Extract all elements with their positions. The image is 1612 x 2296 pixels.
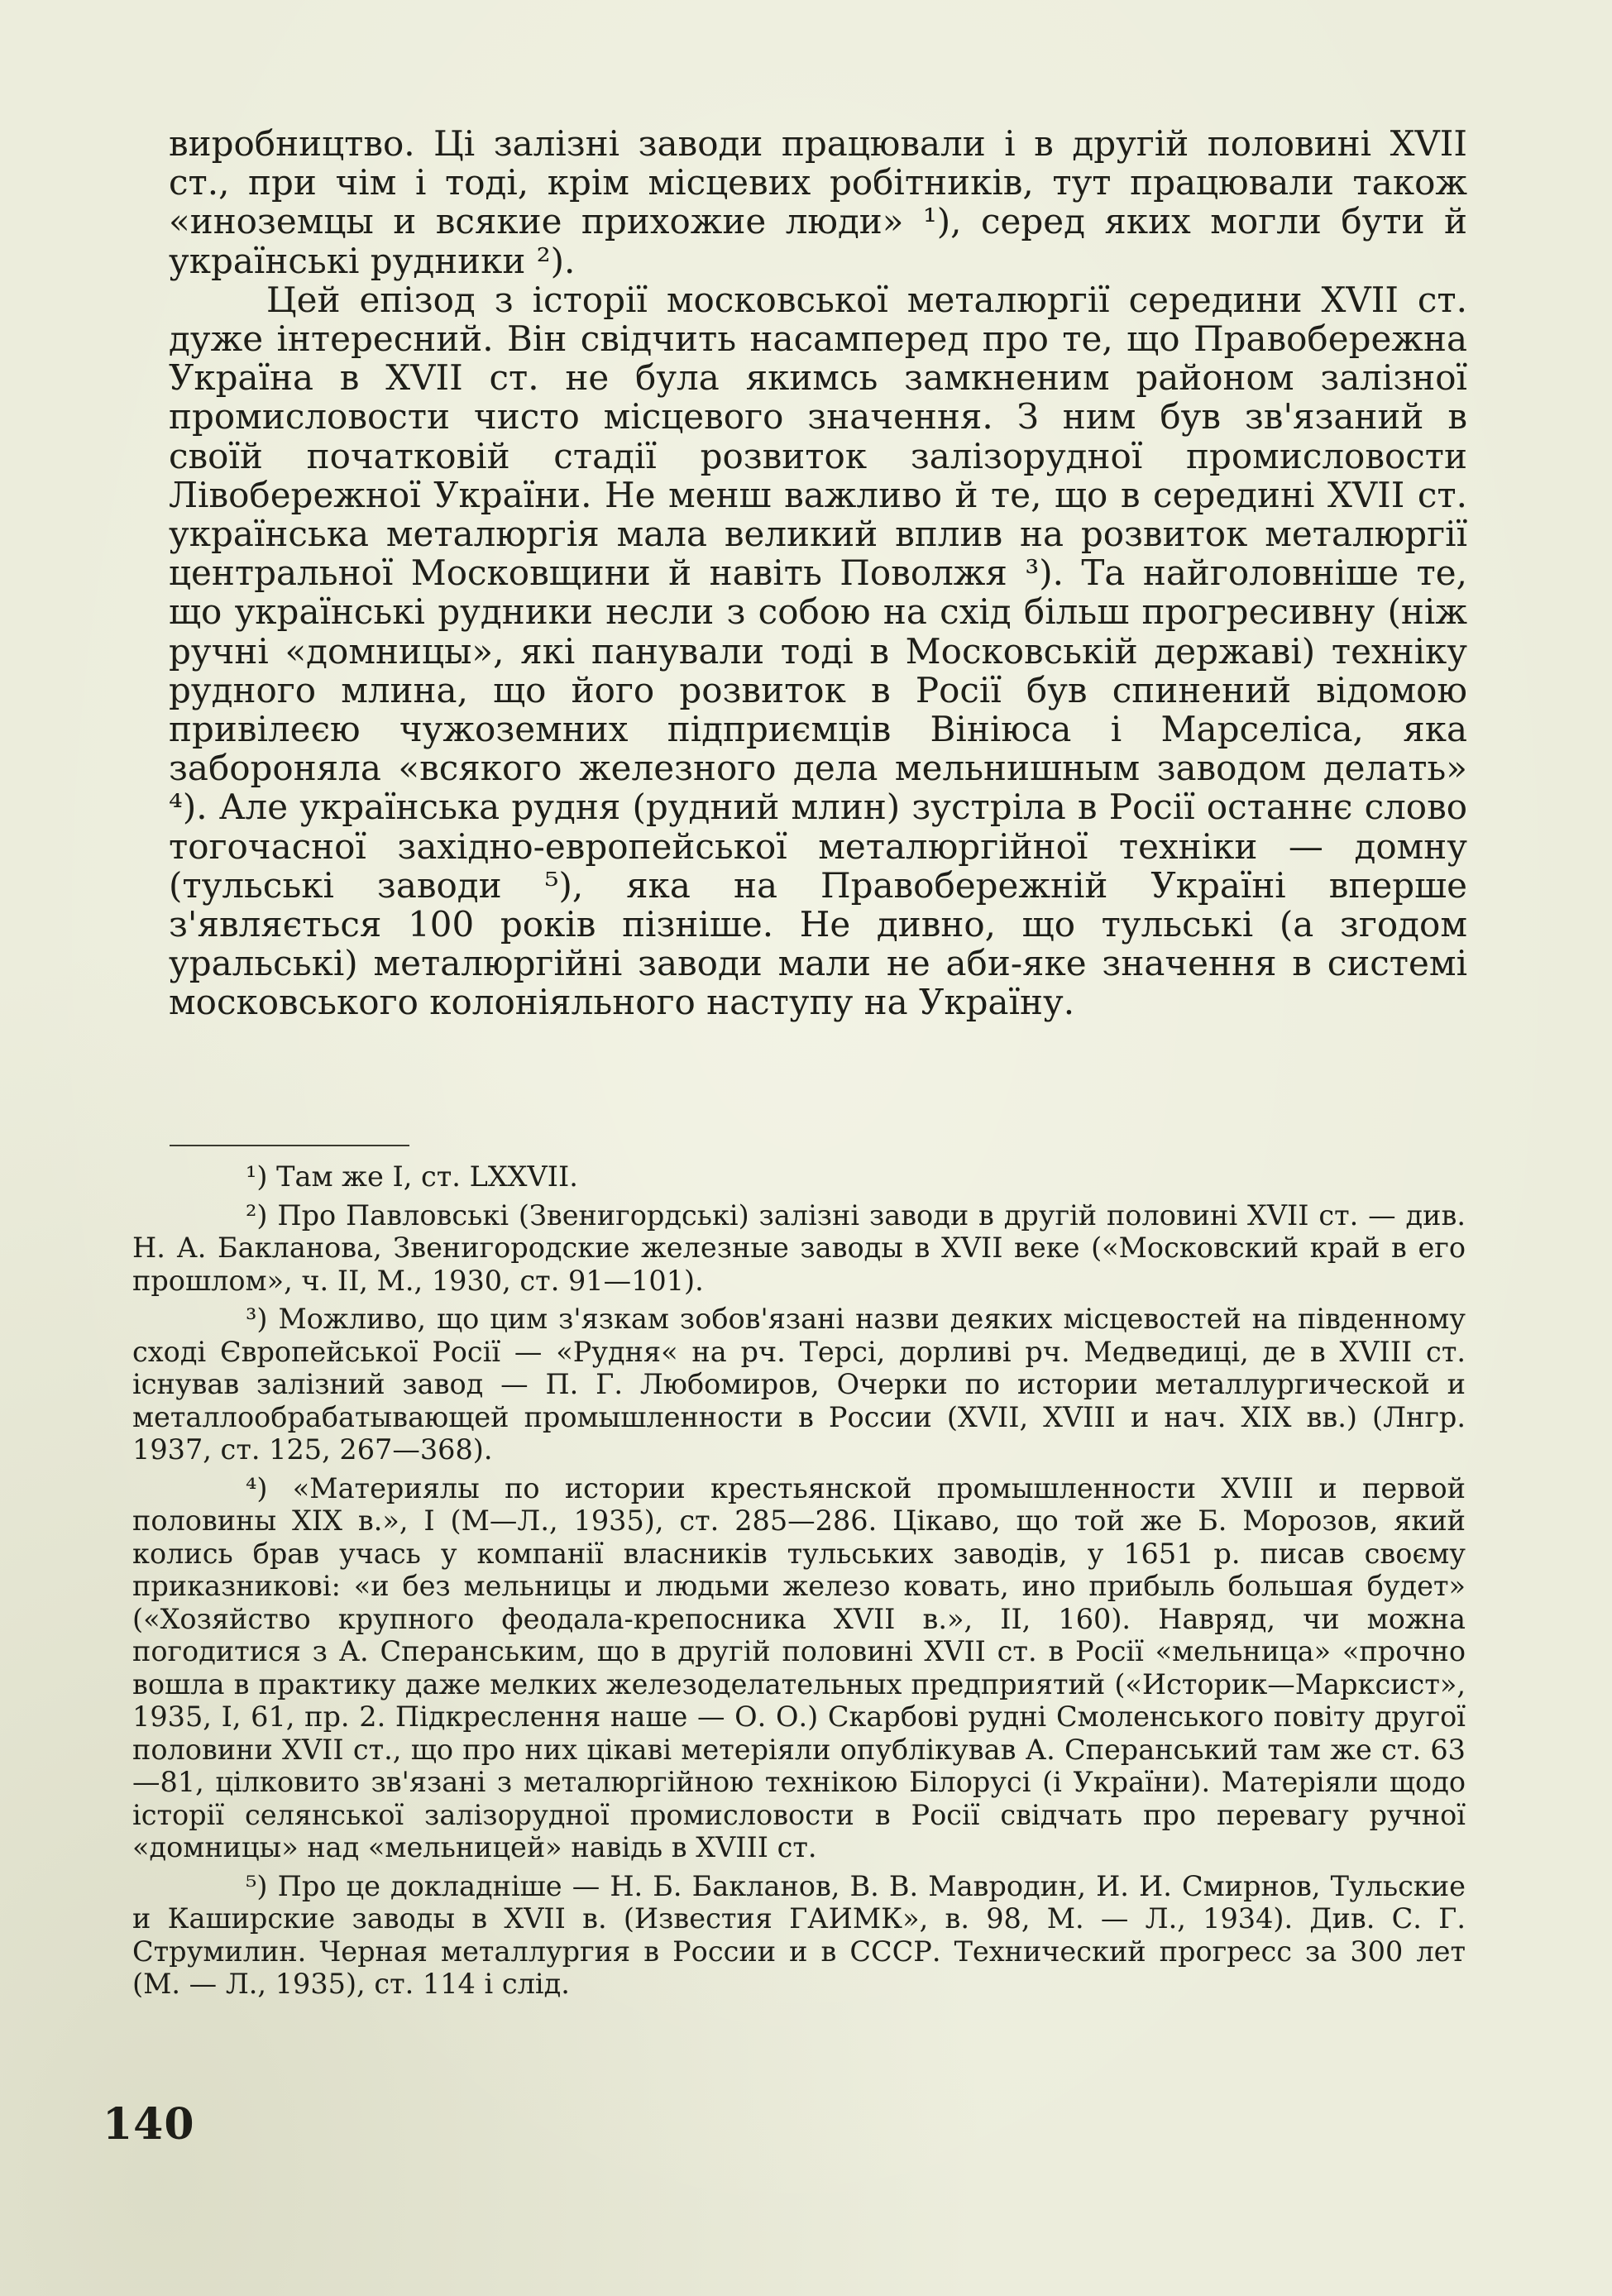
footnote-2: ²) Про Павловські (Звенигордські) залізні заводи в другій половині XVII ст. — див. Н. А. Бакланова, Звенигородские железные заводы в XVII веке («Московский край в его прошлом», ч. II, М., 1930, ст. 91—101). [132, 1198, 1466, 1297]
main-text [169, 124, 1467, 1022]
footnote-5: ⁵) Про це докладніше — Н. Б. Бакланов, В. В. Мавродин, И. И. Смирнов, Тульские и Каширские заводы в XVII в. (Известия ГАИМК», в. 98, М. — Л., 1934). Див. С. Г. Струмилин. Черная металлургия в России и в СССР. Технический прогресс за 300 лет (М. — Л., 1935), ст. 114 і слід. [132, 1869, 1466, 2000]
footnote-1: ¹) Там же I, ст. LXXVII. [246, 1160, 578, 1193]
footnote-3: ³) Можливо, що цим з'язкам зобов'язані назви деяких місцевостей на південному сході Європейської Росії — «Рудня« на рч. Терсі, дopливі рч. Медведиці, де в XVIII ст. існував залізний завод — П. Г. Любомиров, Очерки по истории металлургической и металлообрабатывающей промышленности в России (XVII, XVIII и нач. XIX вв.) (Лнгр. 1937, ст. 125, 267—368). [132, 1303, 1466, 1466]
page-number: 140 [103, 2099, 195, 2150]
footnote-divider [170, 1145, 409, 1146]
paragraph-2: Цей епізод з історії московської металюргії середини XVII ст. дуже інтересний. Він свідчить насамперед про те, що Правобережна Україна в XVII ст. не була якимсь замкненим районом залізної промисловости чисто місцевого значення. З ним був зв'язаний в своїй початковій стадії розвиток залізорудної промисловости Лівобережної України. Не менш важливо й те, що в середині XVII ст. українська металюргія мала великий вплив на розвиток металюргії центральної Московщини й навіть Поволжя ³). Та найголовніше те, що українські рудники несли з собою на схід більш прогресивну (ніж ручні «домницы», які панували тоді в Московській державі) техніку рудного млина, що його розвиток в Росії був спинений відомою привілеєю чужоземних підприємців Вініюса і Марселіса, яка забороняла «всякого железного дела мельнишным заводом делать» ⁴). Але українська рудня (рудний млин) зустріла в Росії останнє слово тогочасної західно-европейської металюргійної техніки — домну (тульські заводи ⁵), яка на Правобережній Україні вперше з'являється 100 років пізніше. Не дивно, що тульські (а згодом уральські) металюргійні заводи мали не аби-яке значення в системі московського колоніяльного наступу на Україну. [169, 279, 1467, 1023]
footnotes [132, 1160, 1466, 2007]
paragraph-1: виробництво. Ці залізні заводи працювали і в другій половині XVII ст., при чім і тоді, крім місцевих робітників, тут працювали також «иноземцы и всякие прихожие люди» ¹), серед яких могли бути й українські рудники ²). [169, 123, 1467, 281]
footnote-4: ⁴) «Материялы по истории крестьянской промышленности XVIII и первой половины XIX в.», I (М—Л., 1935), ст. 285—286. Цікаво, що той же Б. Морозов, який колись брав учась у компанії власників тульських заводів, у 1651 р. писав своєму приказникові: «и без мельницы и людьми железо ковать, ино прибыль большая будет» («Хозяйство крупного феодала-крепосника XVII в.», II, 160). Навряд, чи можна погодитися з А. Сперанським, що в другій половині XVII ст. в Росії «мельница» «прочно вошла в практику даже мелких железоделательных предприятий («Историк—Марксист», 1935, I, 61, пр. 2. Підкреслення наше — О. О.) Скарбові рудні Смоленського повіту другої половини XVII ст., що про них цікаві метеріяли опублікував А. Сперанський там же ст. 63—81, цілковито зв'язані з металюргійною технікою Білорусі (і України). Матеріяли щодо історії селянської залізорудної промисловости в Росії свідчать про перевагу ручної «домницы» над «мельницей» навідь в XVIII ст. [132, 1471, 1466, 1863]
